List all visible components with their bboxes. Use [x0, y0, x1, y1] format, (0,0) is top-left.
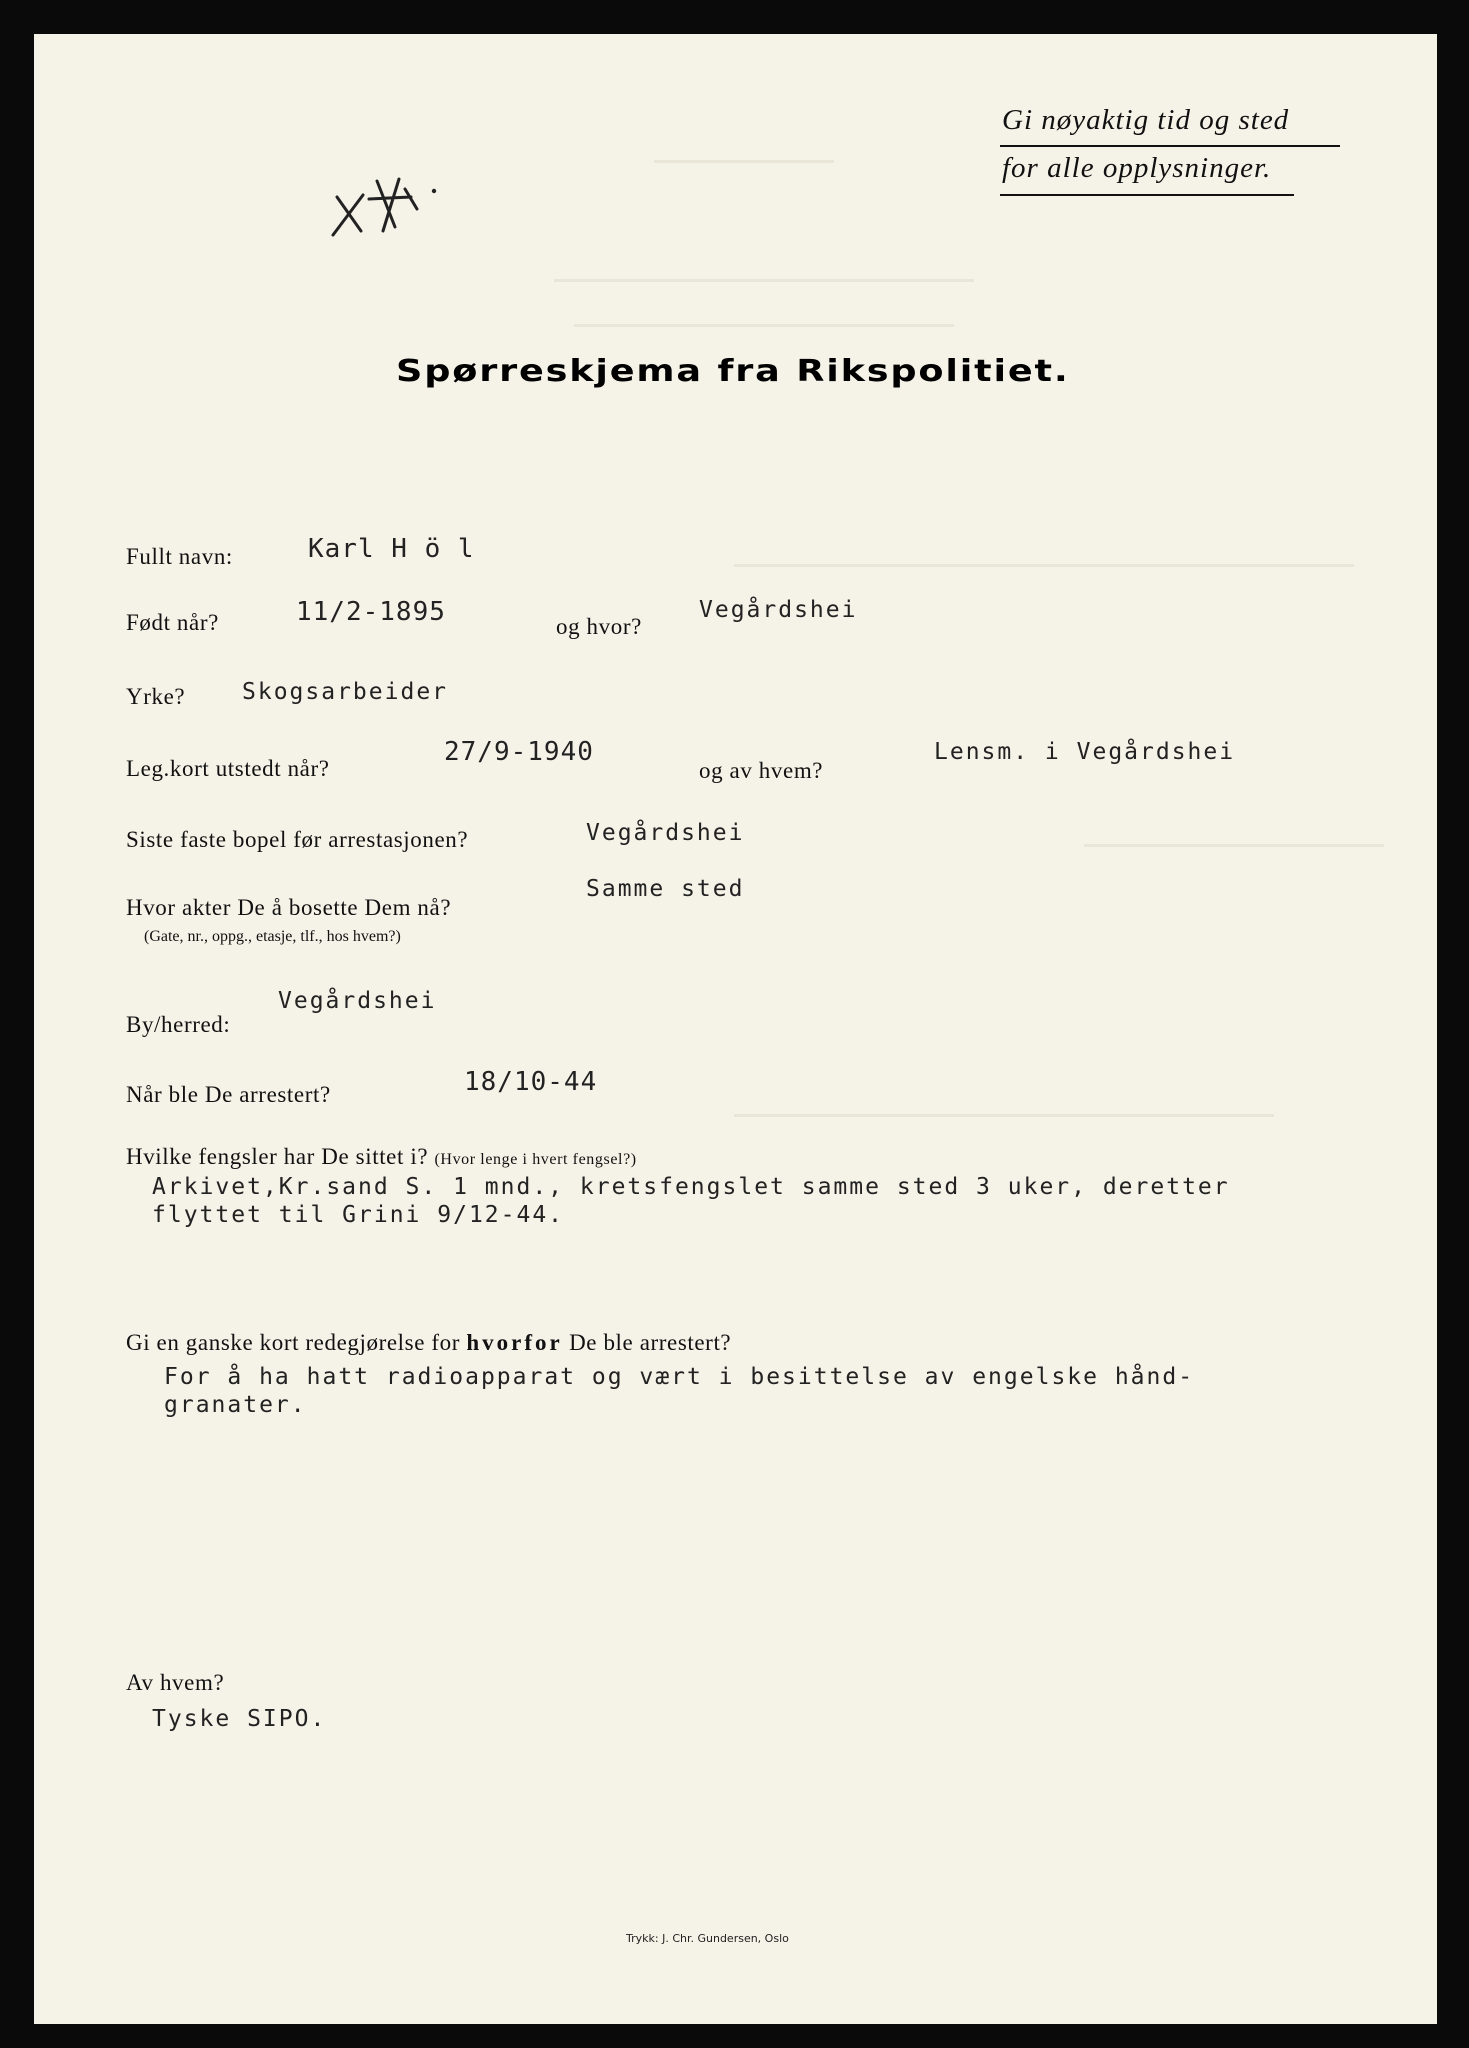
arrested-by-value: Tyske SIPO.: [152, 1706, 327, 1732]
instruction-note-line-2: for alle opplysninger.: [1002, 152, 1272, 184]
printer-imprint: Trykk: J. Chr. Gundersen, Oslo: [626, 1932, 789, 1945]
form-title: Spørreskjema fra Rikspolitiet.: [396, 354, 1070, 389]
id-card-issuer-label: og av hvem?: [699, 758, 824, 783]
id-card-issuer-value: Lensm. i Vegårdshei: [934, 739, 1236, 765]
arrest-reason-label-emphasis: hvorfor: [466, 1330, 563, 1355]
born-when-label: Født når?: [126, 610, 219, 635]
note-underline: [1000, 194, 1294, 196]
instruction-note-line-1: Gi nøyaktig tid og sted: [1002, 104, 1290, 136]
arrest-reason-label: [126, 1330, 731, 1356]
bleed-through-mark: [734, 1114, 1274, 1117]
arrest-reason-label-part-2: De ble arrestert?: [569, 1330, 732, 1355]
bleed-through-mark: [1084, 844, 1384, 847]
prisons-label: [126, 1144, 637, 1170]
arrest-reason-value-line-1: For å ha hatt radioapparat og vært i besittelse av engelske hånd-: [164, 1364, 1195, 1390]
arrest-date-label: Når ble De arrestert?: [126, 1082, 331, 1107]
prisons-value-line-1: Arkivet,Kr.sand S. 1 mnd., kretsfengslet samme sted 3 uker, deretter: [152, 1174, 1230, 1200]
bleed-through-mark: [734, 564, 1354, 567]
born-when-value: 11/2-1895: [296, 597, 446, 627]
municipality-label: By/herred:: [126, 1012, 231, 1037]
full-name-value: Karl H ö l: [308, 534, 475, 564]
municipality-value: Vegårdshei: [278, 988, 437, 1014]
handwritten-cross-mark: [319, 139, 469, 249]
occupation-label: Yrke?: [126, 684, 186, 709]
intended-residence-label: Hvor akter De å bosette Dem nå?: [126, 895, 452, 920]
id-card-issued-value: 27/9-1940: [444, 737, 594, 767]
arrested-by-label: Av hvem?: [126, 1670, 225, 1695]
note-underline: [1000, 145, 1340, 147]
arrest-date-value: 18/10-44: [464, 1067, 598, 1097]
document-page: [34, 34, 1437, 2024]
bleed-through-mark: [574, 324, 954, 327]
prisons-value-line-2: flyttet til Grini 9/12-44.: [152, 1202, 565, 1228]
born-where-value: Vegårdshei: [699, 597, 858, 623]
arrest-reason-label-part-1: Gi en ganske kort redegjørelse for: [126, 1330, 460, 1355]
bleed-through-mark: [654, 160, 834, 163]
intended-residence-value: Samme sted: [586, 876, 745, 902]
full-name-label: Fullt navn:: [126, 544, 233, 569]
intended-residence-hint: (Gate, nr., oppg., etasje, tlf., hos hvem?): [144, 928, 401, 945]
prisons-hint: (Hvor lenge i hvert fengsel?): [434, 1151, 637, 1168]
last-residence-value: Vegårdshei: [586, 820, 745, 846]
id-card-issued-label: Leg.kort utstedt når?: [126, 756, 330, 781]
occupation-value: Skogsarbeider: [242, 679, 449, 705]
prisons-question: Hvilke fengsler har De sittet i?: [126, 1144, 429, 1169]
born-where-label: og hvor?: [556, 614, 642, 639]
last-residence-label: Siste faste bopel før arrestasjonen?: [126, 827, 469, 852]
bleed-through-mark: [554, 279, 974, 282]
arrest-reason-value-line-2: granater.: [164, 1392, 307, 1418]
